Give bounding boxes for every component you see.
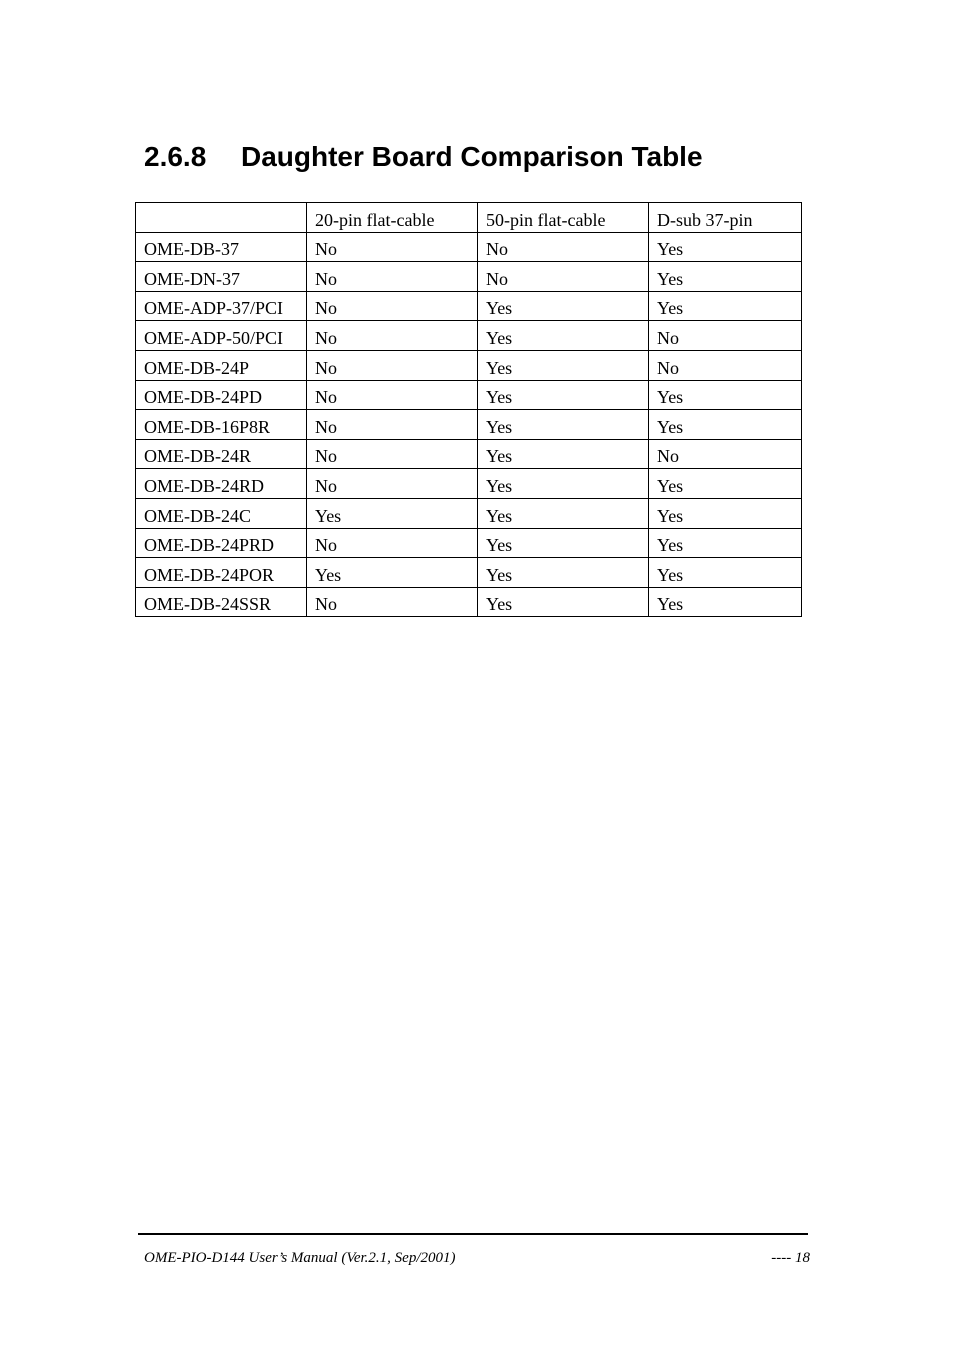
table-cell: Yes — [649, 410, 802, 440]
table-cell: Yes — [649, 498, 802, 528]
board-name-cell: OME-DB-24PRD — [136, 528, 307, 558]
table-cell: No — [307, 587, 478, 617]
table-cell: No — [307, 262, 478, 292]
table-row — [136, 350, 802, 380]
table-row — [136, 498, 802, 528]
table-cell: Yes — [649, 232, 802, 262]
footer-manual-title: OME-PIO-D144 User’s Manual (Ver.2.1, Sep/2001) — [144, 1250, 456, 1266]
table-cell: Yes — [649, 291, 802, 321]
board-name-cell: OME-DB-24P — [136, 350, 307, 380]
table-row — [136, 587, 802, 617]
table-cell: No — [649, 321, 802, 351]
table-cell: Yes — [478, 469, 649, 499]
table-cell: Yes — [478, 587, 649, 617]
section-title: Daughter Board Comparison Table — [241, 141, 703, 172]
header-cell: 50-pin flat-cable — [478, 203, 649, 233]
table-cell: No — [307, 439, 478, 469]
table-cell: Yes — [649, 558, 802, 588]
table-cell: No — [307, 380, 478, 410]
board-name-cell: OME-DB-24POR — [136, 558, 307, 588]
footer-page-number: ---- 18 — [771, 1250, 810, 1266]
section-number: 2.6.8 — [144, 141, 207, 172]
table-cell: Yes — [478, 410, 649, 440]
table-cell: Yes — [478, 558, 649, 588]
header-cell: D-sub 37-pin — [649, 203, 802, 233]
table-cell: No — [307, 321, 478, 351]
table-row — [136, 439, 802, 469]
table-cell: Yes — [649, 380, 802, 410]
table-row — [136, 469, 802, 499]
table-cell: Yes — [307, 498, 478, 528]
table-row — [136, 558, 802, 588]
table-cell: Yes — [478, 380, 649, 410]
board-name-cell: OME-DB-24C — [136, 498, 307, 528]
table-row — [136, 410, 802, 440]
board-name-cell: OME-DB-24PD — [136, 380, 307, 410]
table-cell: Yes — [649, 528, 802, 558]
table-cell: No — [649, 350, 802, 380]
table-cell: No — [478, 232, 649, 262]
table-row — [136, 291, 802, 321]
table-cell: Yes — [478, 528, 649, 558]
section-heading — [144, 137, 703, 177]
board-name-cell: OME-ADP-37/PCI — [136, 291, 307, 321]
table-cell: No — [307, 350, 478, 380]
board-name-cell: OME-DB-24RD — [136, 469, 307, 499]
header-cell — [136, 203, 307, 233]
table-row — [136, 528, 802, 558]
table-cell: Yes — [307, 558, 478, 588]
table-cell: Yes — [478, 439, 649, 469]
table-cell: No — [307, 410, 478, 440]
header-cell: 20-pin flat-cable — [307, 203, 478, 233]
table-cell: No — [649, 439, 802, 469]
table-cell: Yes — [478, 350, 649, 380]
table-cell: No — [307, 232, 478, 262]
board-name-cell: OME-DN-37 — [136, 262, 307, 292]
table-cell: No — [307, 291, 478, 321]
comparison-table — [135, 202, 802, 617]
table-row — [136, 380, 802, 410]
board-name-cell: OME-DB-37 — [136, 232, 307, 262]
table-row — [136, 321, 802, 351]
board-name-cell: OME-DB-24SSR — [136, 587, 307, 617]
table-cell: No — [478, 262, 649, 292]
table-row — [136, 232, 802, 262]
footer-divider — [138, 1233, 808, 1235]
table-row — [136, 262, 802, 292]
table-cell: Yes — [478, 321, 649, 351]
table-cell: Yes — [649, 587, 802, 617]
board-name-cell: OME-DB-16P8R — [136, 410, 307, 440]
table-cell: Yes — [649, 262, 802, 292]
table-cell: No — [307, 528, 478, 558]
table-cell: Yes — [478, 291, 649, 321]
table-header-row — [136, 203, 802, 233]
table-cell: Yes — [478, 498, 649, 528]
table-cell: No — [307, 469, 478, 499]
board-name-cell: OME-ADP-50/PCI — [136, 321, 307, 351]
table-cell: Yes — [649, 469, 802, 499]
board-name-cell: OME-DB-24R — [136, 439, 307, 469]
